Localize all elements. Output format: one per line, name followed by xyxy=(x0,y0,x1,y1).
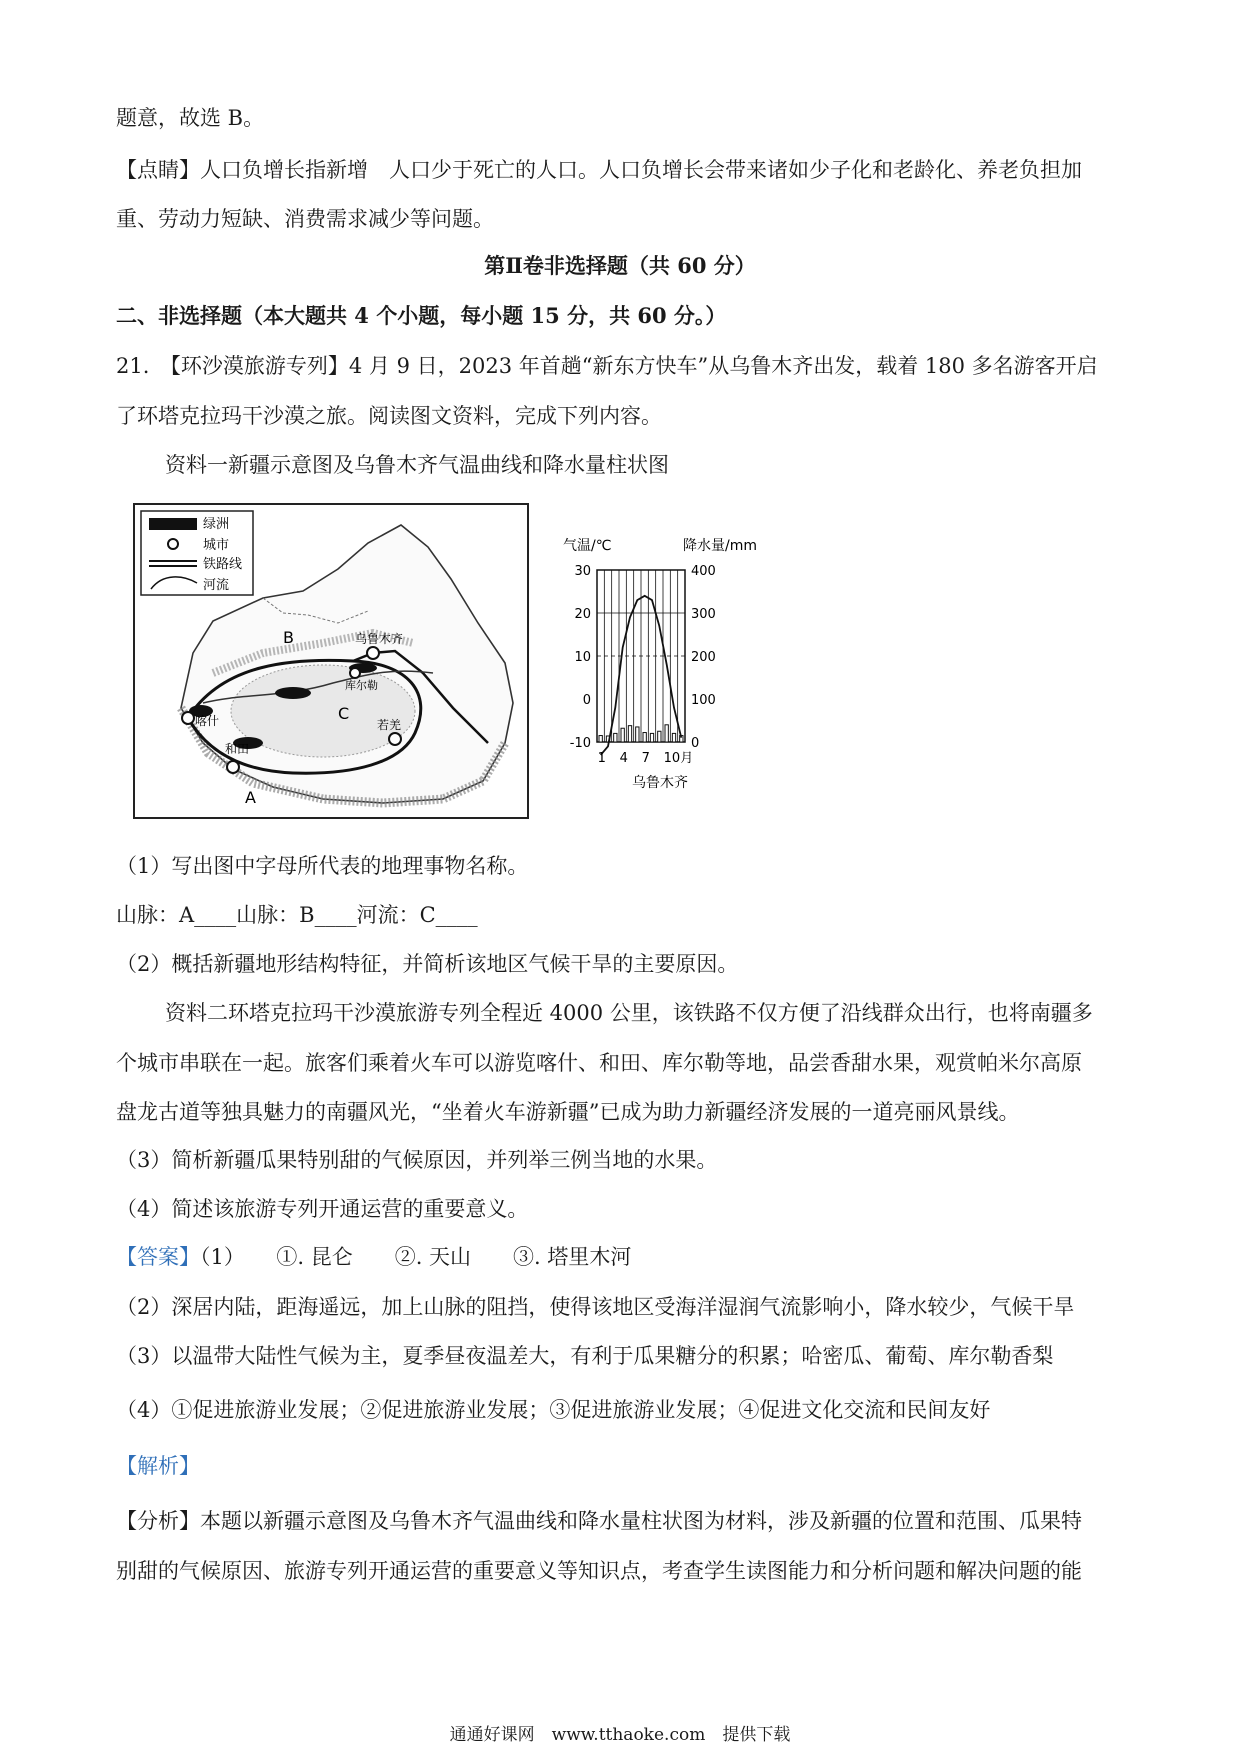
answer-label: 【答案】 xyxy=(116,1245,200,1269)
urumqi-climate-chart xyxy=(555,532,785,792)
material-2: 资料二环塔克拉玛干沙漠旅游专列全程近 4000 公里，该铁路不仅方便了沿线群众出行，也将南疆多 xyxy=(165,1001,1093,1025)
precip-tick-label: 400 xyxy=(691,564,716,579)
analysis-paragraph-cont: 别甜的气候原因、旅游专列开通运营的重要意义等知识点，考查学生读图能力和分析问题和解决问题的能 xyxy=(116,1559,1082,1583)
section-title: 第Ⅱ卷非选择题（共 60 分） xyxy=(484,253,756,278)
text-line: 题意，故选 B。 xyxy=(116,106,265,130)
precip-bar xyxy=(636,727,639,742)
question-21-stem-cont: 了环塔克拉玛干沙漠之旅。阅读图文资料，完成下列内容。 xyxy=(116,404,662,428)
label-a: A xyxy=(245,788,256,807)
xinjiang-map xyxy=(133,503,529,819)
answer-3: （3）以温带大陆性气候为主，夏季昼夜温差大，有利于瓜果糖分的积累；哈密瓜、葡萄、库尔勒香梨 xyxy=(116,1344,1054,1368)
month-tick-label: 4 xyxy=(619,751,628,766)
temp-tick-label: 30 xyxy=(574,564,591,579)
sub-question-2: （2）概括新疆地形结构特征，并简析该地区气候干旱的主要原因。 xyxy=(116,952,739,976)
temp-tick-label: -10 xyxy=(569,736,591,751)
answer-4: （4）①促进旅游业发展；②促进旅游业发展；③促进旅游业发展；④促进文化交流和民间友好 xyxy=(116,1398,991,1422)
precip-bar xyxy=(643,733,646,742)
temp-tick-label: 20 xyxy=(574,607,591,622)
month-tick-label: 7 xyxy=(641,751,650,766)
precip-tick-label: 200 xyxy=(691,650,716,665)
legend-river: 河流 xyxy=(203,578,230,593)
precip-bar xyxy=(672,733,675,742)
legend-city: 城市 xyxy=(203,538,230,553)
precip-bar xyxy=(650,733,653,742)
footer: 通通好课网 www.tthaoke.com 提供下载 xyxy=(449,1725,791,1745)
sub-question-3: （3）简析新疆瓜果特别甜的气候原因，并列举三例当地的水果。 xyxy=(116,1148,718,1172)
temp-tick-label: 0 xyxy=(582,693,591,708)
precip-bar xyxy=(614,733,617,742)
precip-tick-label: 300 xyxy=(691,607,716,622)
precip-bar xyxy=(658,731,661,742)
label-c: C xyxy=(338,704,350,723)
legend-oasis: 绿洲 xyxy=(203,517,230,532)
precip-bar xyxy=(599,736,602,742)
month-tick-label: 10月 xyxy=(663,751,694,766)
city-korla: 库尔勒 xyxy=(345,679,378,692)
answer-2: （2）深居内陆，距海遥远，加上山脉的阻挡，使得该地区受海洋湿润气流影响小，降水较少，气候干旱 xyxy=(116,1295,1075,1319)
label-b: B xyxy=(283,628,294,647)
chart-title: 乌鲁木齐 xyxy=(632,775,688,791)
answer-1: （1） ①. 昆仑 ②. 天山 ③. 塔里木河 xyxy=(200,1245,632,1269)
material-2-cont: 个城市串联在一起。旅客们乘着火车可以游览喀什、和田、库尔勒等地，品尝香甜水果，观赏帕米尔高原 xyxy=(116,1051,1082,1075)
precip-bar xyxy=(621,728,624,742)
answer-line-1 xyxy=(116,1243,631,1271)
precip-bar xyxy=(628,726,631,742)
precip-bar xyxy=(665,725,668,742)
month-tick-label: 1 xyxy=(597,751,606,766)
city-ruoqiang: 若羌 xyxy=(377,718,402,732)
temp-axis-label: 气温/℃ xyxy=(563,538,612,554)
analysis-label: 【解析】 xyxy=(116,1454,200,1478)
question-21-stem: 21. 【环沙漠旅游专列】4 月 9 日，2023 年首趟“新东方快车”从乌鲁木齐出发，载着 180 多名游客开启 xyxy=(116,354,1098,378)
temp-tick-label: 10 xyxy=(574,650,591,665)
part-title: 二、非选择题（本大题共 4 个小题，每小题 15 分，共 60 分。） xyxy=(116,303,727,328)
precip-axis-label: 降水量/mm xyxy=(683,538,757,554)
material-2-cont2: 盘龙古道等独具魅力的南疆风光，“坐着火车游新疆”已成为助力新疆经济发展的一道亮丽风景线。 xyxy=(116,1100,1020,1124)
city-kashgar: 喀什 xyxy=(195,714,220,728)
material-1-caption: 资料一新疆示意图及乌鲁木齐气温曲线和降水量柱状图 xyxy=(165,453,669,477)
tip-paragraph: 【点睛】人口负增长指新增 人口少于死亡的人口。人口负增长会带来诸如少子化和老龄化、养老负担加 xyxy=(116,158,1082,182)
legend-railway: 铁路线 xyxy=(203,557,243,572)
analysis-paragraph: 【分析】本题以新疆示意图及乌鲁木齐气温曲线和降水量柱状图为材料，涉及新疆的位置和范围、瓜果特 xyxy=(116,1509,1082,1533)
sub-question-1: （1）写出图中字母所代表的地理事物名称。 xyxy=(116,854,529,878)
sub-question-1-blanks: 山脉：A____山脉：B____河流：C____ xyxy=(116,903,478,927)
sub-question-4: （4）简述该旅游专列开通运营的重要意义。 xyxy=(116,1197,529,1221)
tip-paragraph-cont: 重、劳动力短缺、消费需求减少等问题。 xyxy=(116,207,494,231)
precip-tick-label: 0 xyxy=(691,736,700,751)
city-urumqi: 乌鲁木齐 xyxy=(355,632,404,646)
precip-tick-label: 100 xyxy=(691,693,716,708)
city-hotan: 和田 xyxy=(225,742,250,756)
